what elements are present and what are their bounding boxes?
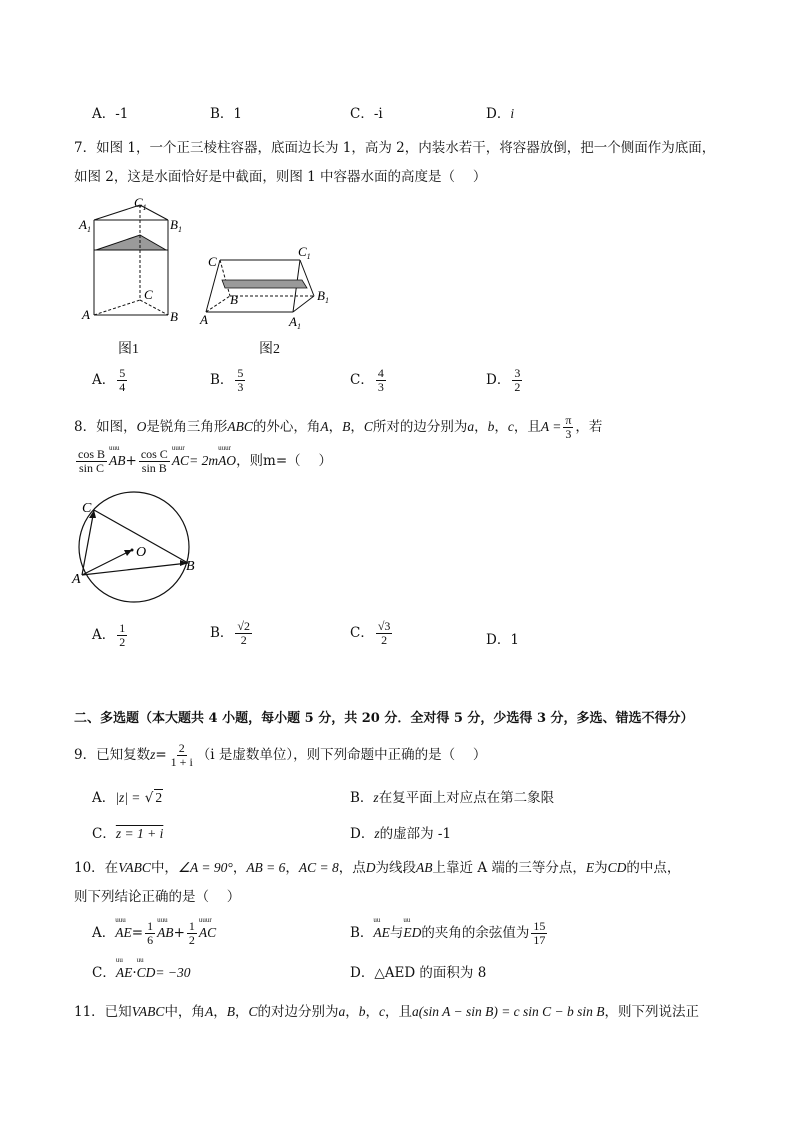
- q6-option-d-letter: D．: [486, 106, 511, 122]
- q10-line1: 10．在VABC中，∠A = 90°，AB = 6，AC = 8，点D为线段AB上靠近 A 端的三等分点，E为CD的中点，: [74, 860, 681, 876]
- q7-figure-2: [198, 240, 343, 335]
- q10-option-a: A．uuu AE= $\frac{1}{6}$ uuu AB+ $\frac{1}{2}$ uuur AC: [92, 920, 216, 947]
- q8-vec-ab: uuu AB: [109, 453, 126, 469]
- q7-option-a-letter: A．: [92, 372, 116, 388]
- q7-option-b: [210, 367, 247, 394]
- q8-option-a: A． $\frac{1}{2}$: [92, 621, 126, 649]
- q7-option-d-frac: $\frac{3}{2}$: [514, 366, 521, 394]
- q9-option-b: B．z在复平面上对应点在第二象限: [350, 790, 555, 806]
- q7-option-d: [486, 367, 524, 394]
- fig2-label-a1: $A_1$: [289, 314, 301, 331]
- q7-option-b-letter: B．: [210, 372, 234, 388]
- q8-vec-ac: uuur AC: [172, 453, 189, 469]
- section-2-heading: 二、多选题（本大题共 4 小题，每小题 5 分，共 20 分．全对得 5 分，少选得 3 分，多选、错选不得分）: [74, 711, 694, 726]
- q8-vec-ao: uuur AO: [218, 453, 236, 469]
- q8-circle-figure: [70, 490, 210, 610]
- q9-option-a: A．|z| = √ 2: [92, 790, 163, 806]
- fig1-label-c: C: [144, 287, 153, 302]
- q6-option-d-value: i: [510, 106, 515, 121]
- q9-frac: $\frac{2}{1 + i}$: [170, 741, 193, 769]
- q8-fig-label-b: B: [186, 559, 195, 574]
- fig2-label-a: A: [200, 312, 208, 327]
- q7-figure-1: [74, 195, 194, 330]
- fig1-label-c1: $C_1$: [134, 195, 147, 212]
- q7-option-a-frac: $\frac{5}{4}$: [119, 366, 126, 394]
- q10-option-d: D．△AED 的面积为 8: [350, 965, 487, 981]
- q7-line1: 7．如图 1，一个正三棱柱容器，底面边长为 1，高为 2，内装水若干，将容器放倒，把一个侧面作为底面，: [74, 140, 716, 156]
- fig1-label-b: B: [170, 309, 178, 324]
- q8-frac-cosb: $\frac{\text{cos B}}{\text{sin C}}$: [78, 447, 105, 475]
- q8-line1: 8．如图，O是锐角三角形ABC的外心，角A，B，C所对的边分别为a，b，c，且A = $\frac{\pi}{3}$ ，若: [74, 413, 603, 441]
- q8-option-d: D．1: [486, 632, 519, 648]
- fig1-label-a: A: [82, 307, 90, 322]
- q7-option-c-frac: $\frac{4}{3}$: [377, 366, 384, 394]
- fig2-label-c1: $C_1$: [298, 244, 311, 261]
- q10-option-c: C．uu AE·uu CD= −30: [92, 961, 191, 981]
- fig2-label-c: C: [208, 254, 217, 269]
- q9-option-d: D．z的虚部为 -1: [350, 826, 452, 842]
- q8-fig-label-a: A: [72, 572, 81, 587]
- q8-cond-frac: $\frac{\pi}{3}$: [565, 413, 572, 441]
- q7-option-c: [350, 367, 388, 394]
- q7-line2: 如图 2，这是水面恰好是中截面，则图 1 中容器水面的高度是（ ）: [74, 169, 487, 185]
- q8-fig-label-o: O: [136, 545, 147, 560]
- fig2-label-b1: $B_1$: [317, 288, 329, 305]
- q6-option-d: [486, 102, 514, 122]
- q8-option-b: B． $\frac{√2}{2}$: [210, 619, 251, 647]
- fig1-label-a1: $A_1$: [79, 217, 91, 234]
- q10-option-b: B．uu AE与uu ED的夹角的余弦值为 $\frac{15}{17}$: [350, 920, 549, 947]
- fig2-label-b: B: [230, 292, 238, 307]
- q9-option-c: C．z = 1 + i: [92, 826, 164, 842]
- q6-option-c: C．-i: [350, 106, 383, 122]
- q7-option-a: [92, 367, 129, 394]
- q7-option-c-letter: C．: [350, 372, 374, 388]
- q7-fig2-caption: 图2: [259, 342, 280, 357]
- q7-option-b-frac: $\frac{5}{3}$: [237, 366, 244, 394]
- q9-stem: 9．已知复数z= $\frac{2}{1 + i}$ （i 是虚数单位），则下列命题中正确的是（ ）: [74, 741, 487, 769]
- q7-fig1-caption: 图1: [118, 342, 139, 357]
- q11-line1: 11．已知VABC中，角A，B，C的对边分别为a，b，c，且a(sin A − sin B) = c sin C − b sin B，则下列说法正: [74, 1004, 700, 1020]
- q8-option-c: C． $\frac{√3}{2}$: [350, 619, 391, 647]
- q8-fig-label-c: C: [82, 501, 92, 516]
- q6-option-b: B．1: [210, 106, 243, 122]
- q7-option-d-letter: D．: [486, 372, 511, 388]
- q8-frac-cosc: $\frac{\text{cos C}}{\text{sin B}}$: [140, 447, 168, 475]
- q10-line2: 则下列结论正确的是（ ）: [74, 889, 241, 905]
- q8-equation: $\frac{\text{cos B}}{\text{sin C}}$ uuu AB+ $\frac{\text{cos C}}{\text{sin B}}$ uuur AC= 2muuur AO，则m=（ ）: [74, 448, 332, 475]
- fig1-label-b1: $B_1$: [170, 217, 182, 234]
- q6-option-a: A．-1: [92, 106, 129, 122]
